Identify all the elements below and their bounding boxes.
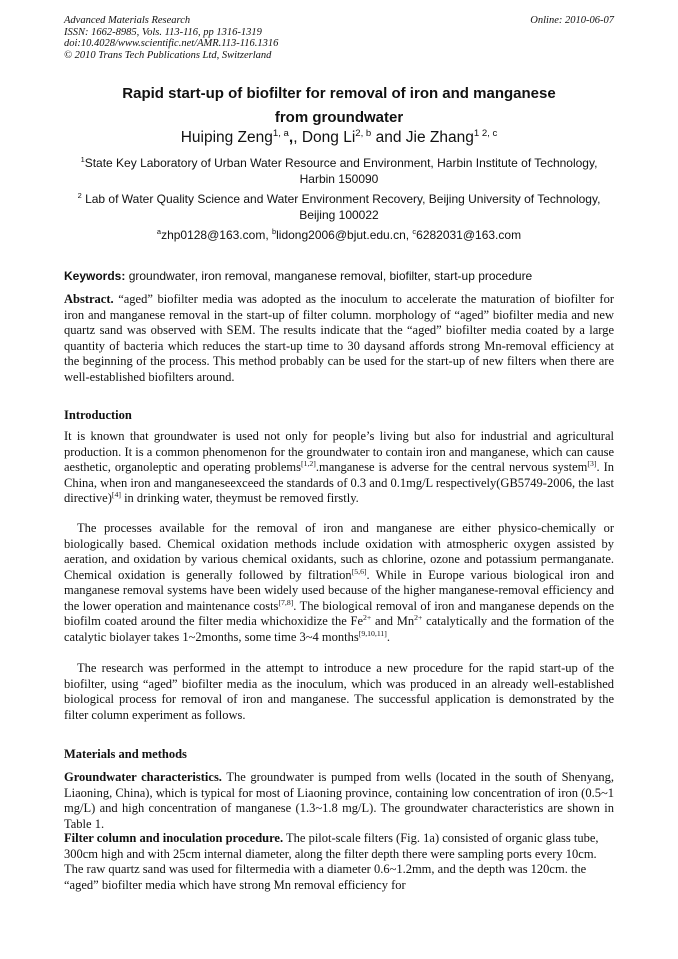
intro-paragraph-1 [64, 429, 614, 507]
journal-header [64, 15, 278, 61]
section-heading-introduction: Introduction [64, 408, 132, 422]
author-list: Huiping Zeng$^{1, a}$,, Dong Li$^{2, b}$ and Jie Zhang$^{1 2, c}$ [180, 127, 498, 146]
text: The groundwater is pumped from wells (located in the south of Shenyang, Liaoning, China), which is typical for most of Liaoning province, containing low concentration of iron (0.5~1 mg/L) and high concentration of manganese (1.3~1.8 mg/L). The groundwater characteristics are shown in Table 1. [64, 770, 615, 831]
paragraph-label: Filter column and inoculation procedure. [64, 831, 284, 845]
title-line-2: from groundwater [274, 109, 404, 126]
email: lidong2006@bjut.edu.cn, [276, 228, 413, 242]
affiliation-1 [64, 155, 614, 187]
affiliation-text: Lab of Water Quality Science and Water Environment Recovery, Beijing University of Technology, Beijing 100022 [85, 192, 601, 222]
journal-doi: doi:10.4028/www.scientific.net/AMR.113-116.1316 [64, 38, 279, 49]
affiliation-text: State Key Laboratory of Urban Water Resource and Environment, Harbin Institute of Technology, Harbin 150090 [84, 156, 598, 186]
author-superscript: 1, a [272, 127, 289, 139]
groundwater-paragraph [64, 770, 614, 832]
author-emails [64, 227, 614, 243]
title-line-1: Rapid start-up of biofilter for removal of iron and manganese [122, 85, 556, 102]
abstract-text: “aged” biofilter media was adopted as the inoculum to accelerate the maturation of biofilter for iron and manganese removal in the start-up of filter column. morphology of “aged” biofilter media and new quartz sand was observed with SEM. The results indicate that the “aged” biofilter media coated by a large quantity of bacteria which reduces the start-up time to 30 daysand affords strong Mn-removal efficiency at the beginning of the process. This method probably can be used for the start-up of new filters when there are well-established biofilters around. [64, 292, 614, 384]
text: . While in Europe various biological iron and manganese removal systems have been widely used because of the higher manganese-removal efficiency and the lower operation and maintenance costs [64, 567, 614, 613]
affiliation-marker: 1 [80, 155, 85, 164]
citation: [7,8] [278, 597, 294, 607]
citation: [9,10,11] [358, 628, 387, 638]
author-name: Huiping Zeng [180, 129, 273, 146]
intro-paragraph-2 [64, 521, 614, 645]
text: in drinking water, theymust be removed firstly. [120, 491, 359, 505]
journal-copyright: © 2010 Trans Tech Publications Ltd, Switzerland [64, 49, 272, 61]
abstract-label: Abstract. [64, 292, 114, 306]
email-marker: c [412, 227, 417, 236]
affiliation-marker: 2 [77, 191, 82, 200]
text: . In China, when iron and manganeseexceed the standards of 0.3 and 0.1mg/L respectively(GB5749-2006, the last directive) [64, 460, 615, 505]
filter-column-paragraph [64, 831, 614, 893]
journal-name: Advanced Materials Research [64, 15, 191, 26]
keywords-text: groundwater, iron removal, manganese removal, biofilter, start-up procedure [125, 269, 533, 283]
ion-charge: 2+ [363, 612, 372, 622]
email: zhp0128@163.com, [161, 228, 272, 242]
online-date: Online: 2010-06-07 [530, 15, 614, 26]
author-name: , Dong Li [293, 129, 356, 146]
paragraph-label: Groundwater characteristics. [64, 770, 222, 784]
text: The pilot-scale filters (Fig. 1a) consisted of organic glass tube, 300cm high and with 25cm internal diameter, along the filter depth there were sampling ports every 10cm. The raw quartz sand was used for filtermedia with a diameter 0.6~1.2mm, and the depth was 120cm. the “aged” biofilter media which have strong Mn removal efficiency for [64, 831, 599, 892]
intro-paragraph-3: The research was performed in the attempt to introduce a new procedure for the rapid start-up of the biofilter, using “aged” biofilter media as the inoculum, which was produced in an already well-established biological process for removal of iron and manganese. The successful application is demonstrated by the filter column experiment as follows. [64, 661, 614, 722]
text: . The biological removal of iron and manganese depends on the biofilm coated around the filter media whichoxidize the Fe [64, 598, 614, 628]
author-superscript: 2, b [355, 127, 372, 139]
ion-charge: 2+ [414, 612, 423, 622]
author-superscript: 1 2, c [473, 127, 498, 139]
abstract [64, 292, 614, 385]
text: and Mn [371, 614, 415, 628]
affiliation-2 [64, 191, 614, 223]
text: . [386, 629, 390, 644]
text: .manganese is adverse for the central nervous system [315, 460, 588, 474]
keywords-label: Keywords: [64, 269, 126, 283]
text: The processes available for the removal of iron and manganese are either physico-chemically or biologically based. Chemical oxidation methods include oxidation with atmospheric oxygen assisted by aeration, and oxidation by various chemical oxidants, such as chlorine, ozone and potassium permanganate. Chemical oxidation is generally followed by filtration [64, 521, 614, 582]
text: catalytically and the formation of the catalytic biolayer takes 1~2months, some time 3~4 months [64, 614, 615, 644]
citation: [4] [111, 489, 121, 499]
paper-title [64, 82, 614, 130]
citation: [5,6] [351, 566, 367, 576]
section-heading-methods: Materials and methods [64, 747, 187, 761]
author-name: and Jie Zhang [371, 129, 474, 146]
citation: [1,2] [301, 458, 316, 468]
keywords [64, 268, 614, 284]
citation: [3] [587, 458, 597, 468]
text: It is known that groundwater is used not only for people’s living but also for industrial and agricultural production. It is a common phenomenon for the groundwater to contain iron and manganese, which can cause aesthetic, organoleptic and operating problems [64, 429, 614, 474]
email-marker: b [271, 227, 277, 236]
email: 6282031@163.com [416, 228, 522, 242]
email-marker: a [156, 227, 162, 236]
journal-issn: ISSN: 1662-8985, Vols. 113-116, pp 1316-1319 [64, 26, 262, 38]
